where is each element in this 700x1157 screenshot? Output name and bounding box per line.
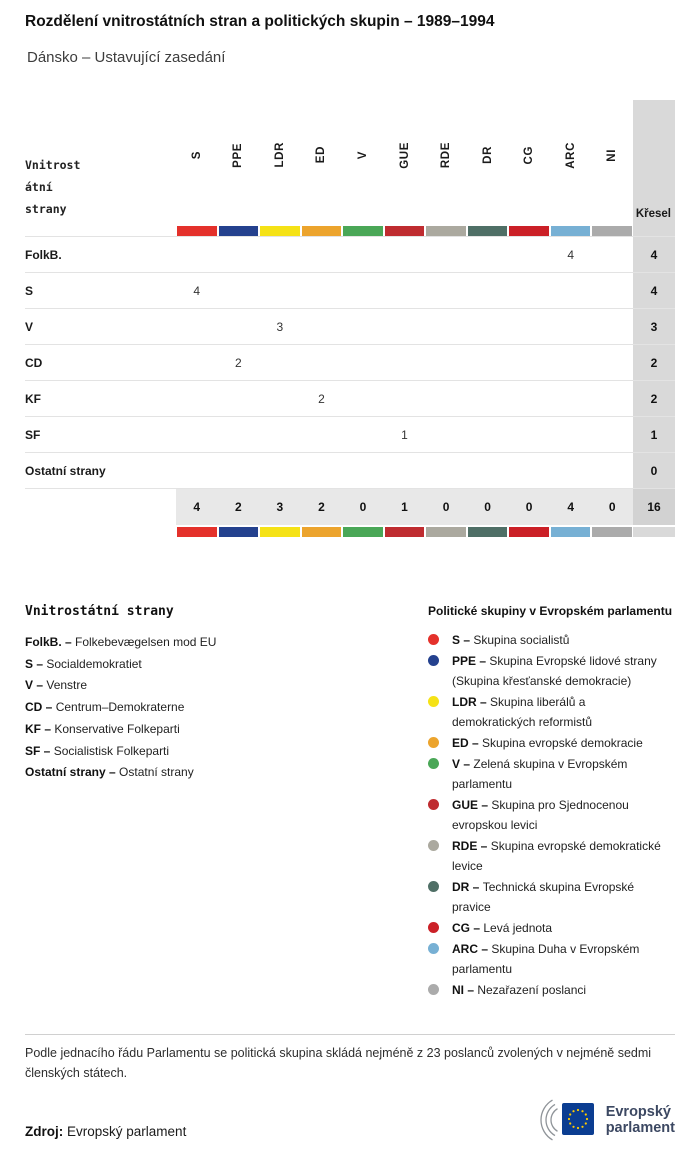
seat-cell: [508, 381, 550, 416]
seat-cell: [425, 453, 467, 488]
ep-logo-text-line1: Evropský: [605, 1103, 671, 1120]
group-legend-item: S – Skupina socialistů: [428, 630, 668, 650]
party-legend-item: V – Venstre: [25, 678, 88, 693]
column-header-label: CG: [523, 145, 536, 165]
seat-cell: [550, 345, 592, 380]
column-total: 2: [218, 489, 260, 525]
group-color-strip: [302, 527, 342, 537]
group-color-strip: [509, 226, 549, 236]
seat-cell: [508, 237, 550, 272]
seat-cell: [342, 273, 384, 308]
legend-color-dot: [428, 758, 439, 769]
column-header-label: PPE: [232, 142, 245, 168]
seats-column-header: [633, 100, 675, 236]
group-legend: [428, 604, 673, 1001]
seat-cell: [591, 309, 633, 344]
column-total: 0: [467, 489, 509, 525]
party-label: FolkB.: [25, 247, 62, 262]
table-row: [25, 308, 675, 344]
column-header-label: ED: [315, 146, 328, 164]
table-row: [25, 416, 675, 452]
group-color-strip: [385, 527, 425, 537]
column-header-ldr: [259, 100, 301, 236]
seat-cell: [384, 273, 426, 308]
seat-cell: 4: [193, 283, 201, 298]
group-legend-item: NI – Nezařazení poslanci: [428, 980, 668, 1000]
column-header-label: ARC: [564, 141, 577, 169]
seat-cell: [176, 453, 218, 488]
bottom-strips-seats-spacer: [633, 527, 675, 537]
table-corner: [25, 100, 176, 236]
group-legend-item: GUE – Skupina pro Sjednocenou evropskou levici: [428, 795, 668, 835]
seat-cell: [550, 273, 592, 308]
seat-cell: [550, 381, 592, 416]
group-headers: [176, 100, 633, 236]
seat-cell: [467, 453, 509, 488]
legend-color-dot: [428, 655, 439, 666]
legend-color-dot: [428, 984, 439, 995]
row-total: 0: [633, 453, 675, 488]
seat-cell: [342, 381, 384, 416]
seat-cell: [550, 309, 592, 344]
legend-color-dot: [428, 737, 439, 748]
row-header-label: Vnitrost átní strany: [25, 158, 81, 216]
totals-cells: [176, 489, 633, 525]
group-color-strip: [343, 527, 383, 537]
seat-cell: [342, 237, 384, 272]
column-header-ed: [301, 100, 343, 236]
seat-cell: [591, 381, 633, 416]
column-header-dr: [467, 100, 509, 236]
seat-cell: [508, 309, 550, 344]
group-color-strip: [468, 527, 508, 537]
legend-color-dot: [428, 696, 439, 707]
seat-cell: [176, 237, 218, 272]
table-body: [25, 236, 675, 488]
column-total: 0: [508, 489, 550, 525]
seat-cell: [384, 345, 426, 380]
group-legend-item: CG – Levá jednota: [428, 918, 668, 938]
party-legend-item: S – Socialdemokratiet: [25, 656, 142, 671]
legend-color-dot: [428, 799, 439, 810]
group-color-strip: [260, 527, 300, 537]
group-color-strip: [385, 226, 425, 236]
legend-color-dot: [428, 840, 439, 851]
legend-color-dot: [428, 922, 439, 933]
column-total: 0: [591, 489, 633, 525]
page-subtitle: Dánsko – Ustavující zasedání: [27, 49, 226, 66]
column-total: 2: [301, 489, 343, 525]
legend-color-dot: [428, 881, 439, 892]
legend-color-dot: [428, 943, 439, 954]
source-line: [25, 1124, 186, 1139]
column-header-label: V: [356, 150, 369, 160]
seat-cell: [425, 417, 467, 452]
seat-cell: [591, 417, 633, 452]
footnote: Podle jednacího řádu Parlamentu se politická skupina skládá nejméně z 23 poslanců zvolených v nejméně sedmi členských státech.: [25, 1046, 652, 1080]
seat-cell: [384, 309, 426, 344]
ep-logo-text-line2: parlament: [605, 1120, 675, 1136]
seat-cell: [342, 453, 384, 488]
column-header-gue: [384, 100, 426, 236]
seat-cell: [176, 417, 218, 452]
seat-cell: [301, 345, 343, 380]
group-legend-item: DR – Technická skupina Evropské pravice: [428, 877, 668, 917]
seat-cell: 2: [318, 391, 325, 406]
seat-cell: [384, 453, 426, 488]
row-total: 3: [633, 309, 675, 344]
seat-cell: [259, 345, 301, 380]
party-legend-item: KF – Konservative Folkeparti: [25, 721, 180, 736]
party-label: KF: [25, 391, 41, 406]
seat-cell: [591, 237, 633, 272]
seat-cell: [218, 309, 260, 344]
bottom-strips: [25, 527, 675, 537]
group-color-strip: [219, 226, 259, 236]
source-value: Evropský parlament: [67, 1124, 187, 1139]
table-row: [25, 380, 675, 416]
party-legend-item: CD – Centrum–Demokraterne: [25, 700, 185, 715]
column-total: 4: [176, 489, 218, 525]
seat-cell: [176, 381, 218, 416]
row-total: 1: [633, 417, 675, 452]
group-color-strip: [177, 527, 217, 537]
seat-cell: [342, 345, 384, 380]
seat-cell: [259, 453, 301, 488]
column-total: 4: [550, 489, 592, 525]
column-total: 0: [425, 489, 467, 525]
row-total: 4: [633, 273, 675, 308]
seat-cell: [342, 417, 384, 452]
group-color-strip: [343, 226, 383, 236]
group-legend-item: ARC – Skupina Duha v Evropském parlamentu: [428, 939, 668, 979]
seat-cell: [301, 453, 343, 488]
party-legend-list: [25, 632, 365, 784]
seat-cell: [218, 237, 260, 272]
group-legend-item: ED – Skupina evropské demokracie: [428, 733, 668, 753]
group-legend-list: [428, 630, 668, 1000]
ep-logo-mark: [524, 1096, 598, 1144]
seat-cell: [467, 273, 509, 308]
ep-logo-text: [606, 1104, 675, 1137]
seat-cell: [218, 273, 260, 308]
party-legend-title: Vnitrostátní strany: [25, 604, 174, 619]
group-color-strip: [551, 527, 591, 537]
seat-cell: [508, 453, 550, 488]
seat-cell: [342, 309, 384, 344]
seat-cell: [508, 417, 550, 452]
seat-cell: [301, 309, 343, 344]
seat-cell: 2: [234, 355, 242, 370]
party-label: CD: [25, 355, 43, 370]
seat-cell: 3: [276, 319, 284, 334]
table-header: [25, 100, 675, 236]
seat-cell: [301, 237, 343, 272]
column-header-label: S: [190, 150, 203, 160]
seat-cell: [425, 345, 467, 380]
source-label: Zdroj:: [25, 1124, 64, 1139]
table-row: [25, 452, 675, 488]
column-header-ni: [591, 100, 633, 236]
legend-color-dot: [428, 634, 439, 645]
party-legend: [25, 604, 365, 784]
column-header-label: GUE: [398, 141, 411, 169]
column-header-arc: [550, 100, 592, 236]
seat-cell: [218, 381, 260, 416]
distribution-table: [25, 100, 675, 537]
group-color-strip: [592, 226, 632, 236]
ep-logo: [524, 1096, 675, 1144]
seat-cell: [591, 453, 633, 488]
seat-cell: [259, 381, 301, 416]
seat-cell: [384, 237, 426, 272]
group-color-strip: [551, 226, 591, 236]
seat-cell: [384, 381, 426, 416]
seat-cell: [467, 309, 509, 344]
table-row: [25, 236, 675, 272]
table-row: [25, 344, 675, 380]
seat-cell: [591, 345, 633, 380]
bottom-strips-spacer: [25, 527, 176, 537]
seat-cell: [176, 309, 218, 344]
grand-total: 16: [633, 489, 675, 525]
seat-cell: [259, 273, 301, 308]
bottom-strips-cells: [176, 527, 633, 537]
column-header-ppe: [218, 100, 260, 236]
seat-cell: [301, 417, 343, 452]
seat-cell: [176, 345, 218, 380]
column-header-cg: [508, 100, 550, 236]
party-label: S: [25, 283, 34, 298]
group-legend-item: RDE – Skupina evropské demokratické levice: [428, 836, 668, 876]
seat-cell: [425, 309, 467, 344]
seat-cell: [467, 381, 509, 416]
party-label: Ostatní strany: [25, 463, 106, 478]
seat-cell: [508, 273, 550, 308]
column-total: 1: [384, 489, 426, 525]
seat-cell: [259, 417, 301, 452]
group-legend-item: LDR – Skupina liberálů a demokratických reformistů: [428, 692, 668, 732]
group-legend-item: V – Zelená skupina v Evropském parlamentu: [428, 754, 668, 794]
seat-cell: 1: [401, 427, 408, 442]
seat-cell: [467, 237, 509, 272]
page-title: Rozdělení vnitrostátních stran a politických skupin – 1989–1994: [25, 13, 495, 30]
row-total: 4: [633, 237, 675, 272]
seat-cell: [467, 345, 509, 380]
column-header-s: [176, 100, 218, 236]
column-header-label: NI: [606, 148, 619, 162]
party-label: SF: [25, 427, 41, 442]
seats-column-label: Křesel: [635, 208, 671, 220]
group-color-strip: [468, 226, 508, 236]
totals-row: [25, 488, 675, 525]
column-header-label: LDR: [273, 142, 286, 168]
group-color-strip: [426, 527, 466, 537]
seat-cell: [550, 453, 592, 488]
group-color-strip: [219, 527, 259, 537]
seat-cell: [550, 417, 592, 452]
seat-cell: [467, 417, 509, 452]
party-label: V: [25, 319, 34, 334]
seat-cell: [425, 273, 467, 308]
party-legend-item: FolkB. – Folkebevægelsen mod EU: [25, 635, 217, 649]
seat-cell: [508, 345, 550, 380]
seat-cell: [218, 417, 260, 452]
group-legend-title: Politické skupiny v Evropském parlamentu: [428, 604, 673, 618]
seat-cell: [425, 237, 467, 272]
party-legend-item: SF – Socialistisk Folkeparti: [25, 743, 170, 758]
seat-cell: [425, 381, 467, 416]
column-header-label: DR: [481, 146, 494, 164]
table-row: [25, 272, 675, 308]
group-color-strip: [260, 226, 300, 236]
column-header-label: RDE: [440, 141, 453, 169]
group-color-strip: [177, 226, 217, 236]
seat-cell: [218, 453, 260, 488]
seat-cell: [259, 237, 301, 272]
row-total: 2: [633, 381, 675, 416]
group-legend-item: PPE – Skupina Evropské lidové strany (Skupina křesťanské demokracie): [428, 651, 668, 691]
group-color-strip: [302, 226, 342, 236]
row-total: 2: [633, 345, 675, 380]
seat-cell: [301, 273, 343, 308]
group-color-strip: [426, 226, 466, 236]
seat-cell: [591, 273, 633, 308]
divider-line: [25, 1034, 675, 1035]
column-header-v: [342, 100, 384, 236]
column-total: 3: [259, 489, 301, 525]
totals-spacer: [25, 489, 176, 525]
party-legend-item: Ostatní strany – Ostatní strany: [25, 765, 194, 780]
column-header-rde: [425, 100, 467, 236]
group-color-strip: [509, 527, 549, 537]
group-color-strip: [592, 527, 632, 537]
seat-cell: 4: [567, 247, 575, 262]
column-total: 0: [342, 489, 384, 525]
